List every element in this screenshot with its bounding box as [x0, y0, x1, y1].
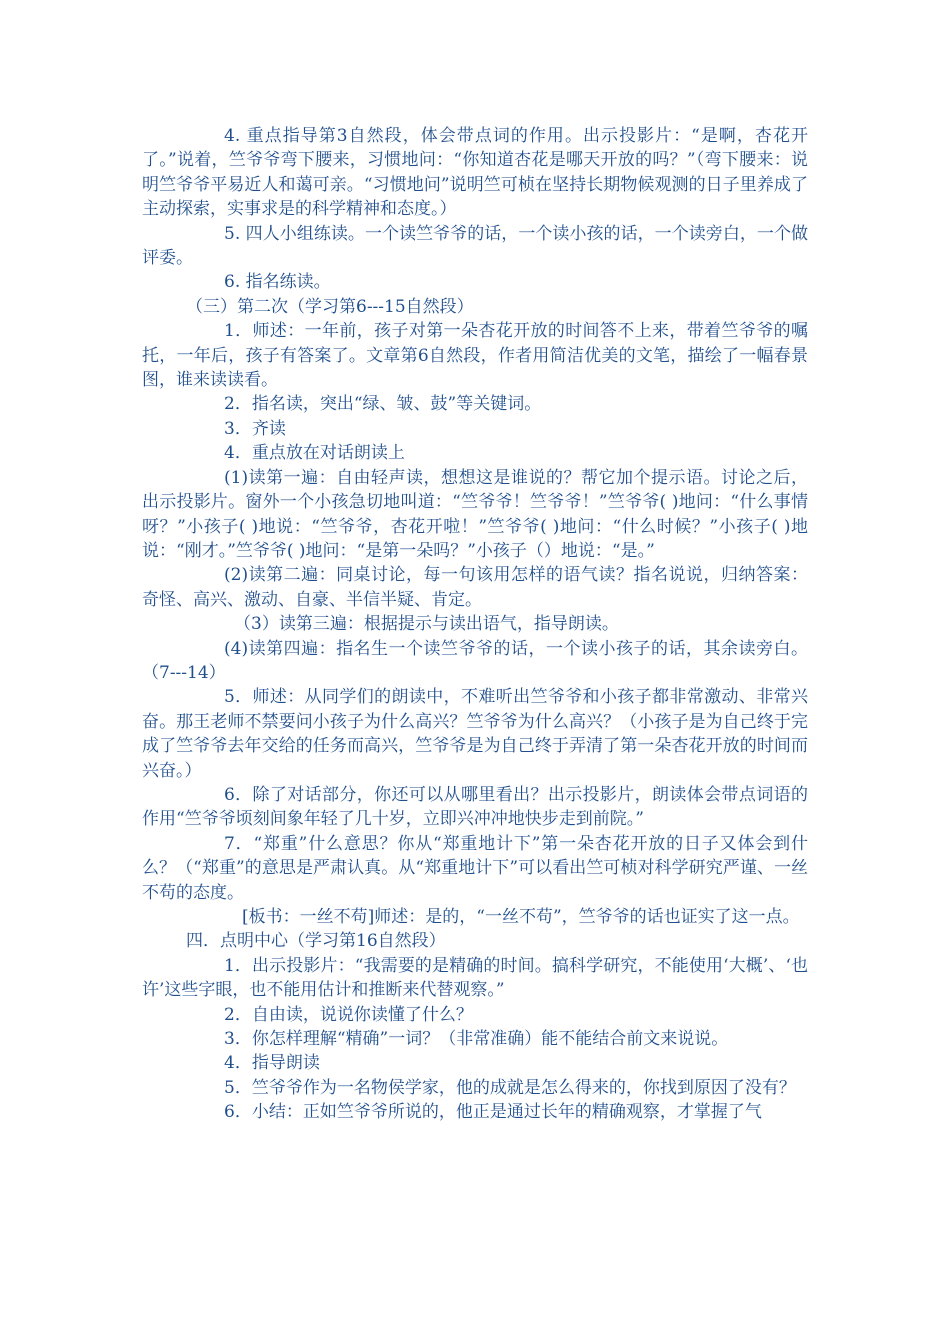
paragraph: 7．“郑重”什么意思？你从“郑重地计下”第一朵杏花开放的日子又体会到什么？（“郑重”的意思是严肃认真。从“郑重地计下”可以看出竺可桢对科学研究严谨、一丝不苟的态度。: [142, 833, 808, 903]
paragraph: 4．重点放在对话朗读上: [224, 443, 405, 464]
paragraph: 2．指名读，突出“绿、皱、鼓”等关键词。: [224, 394, 542, 415]
section-heading: 四．点明中心（学习第16自然段）: [186, 931, 446, 952]
paragraph: 2．自由读，说说你读懂了什么？: [224, 1004, 473, 1025]
paragraph: （3）读第三遍：根据提示与读出语气，指导朗读。: [234, 614, 619, 635]
paragraph: 6．除了对话部分，你还可以从哪里看出？出示投影片，朗读体会带点词语的作用“竺爷爷顷刻间象年轻了几十岁，立即兴冲冲地快步走到前院。”: [142, 784, 808, 830]
paragraph: (4)读第四遍：指名生一个读竺爷爷的话，一个读小孩子的话，其余读旁白。（7---14）: [142, 638, 808, 683]
paragraph: (1)读第一遍：自由轻声读，想想这是谁说的？帮它加个提示语。讨论之后，出示投影片。窗外一个小孩急切地叫道：“竺爷爷！竺爷爷！”竺爷爷( )地问：“什么事情呀？”小孩子( )地说：“竺爷爷，杏花开啦！”竺爷爷( )地问：“什么时候？”小孩子( )地说：“刚才。”竺爷爷( )地问：“是第一朵吗？”小孩子（）地说：“是。”: [142, 467, 808, 561]
paragraph: 5．师述：从同学们的朗读中，不难听出竺爷爷和小孩子都非常激动、非常兴奋。那王老师不禁要问小孩子为什么高兴？竺爷爷为什么高兴？（小孩子是为自己终于完成了竺爷爷去年交给的任务而高兴，竺爷爷是为自己终于弄清了第一朵杏花开放的时间而兴奋。）: [142, 687, 808, 781]
paragraph: 3．齐读: [224, 418, 286, 439]
paragraph: 1．师述：一年前，孩子对第一朵杏花开放的时间答不上来，带着竺爷爷的嘱托，一年后，孩子有答案了。文章第6自然段，作者用简洁优美的文笔，描绘了一幅春景图，谁来读读看。: [142, 321, 808, 391]
paragraph: 5. 四人小组练读。一个读竺爷爷的话，一个读小孩的话，一个读旁白，一个做评委。: [142, 223, 808, 269]
paragraph: 6．小结：正如竺爷爷所说的，他正是通过长年的精确观察，才掌握了气: [224, 1102, 762, 1123]
paragraph: 5．竺爷爷作为一名物侯学家，他的成就是怎么得来的，你找到原因了没有？: [224, 1077, 796, 1098]
document-body: [142, 124, 808, 1125]
paragraph: 6. 指名练读。: [224, 272, 331, 293]
paragraph: (2)读第二遍：同桌讨论，每一句该用怎样的语气读？指名说说，归纳答案：奇怪、高兴、激动、自豪、半信半疑、肯定。: [142, 565, 808, 610]
paragraph: 4. 重点指导第3自然段，体会带点词的作用。出示投影片：“是啊，杏花开了。”说着，竺爷爷弯下腰来，习惯地问：“你知道杏花是哪天开放的吗？”（弯下腰来：说明竺爷爷平易近人和蔼可亲。“习惯地问”说明竺可桢在坚持长期物候观测的日子里养成了主动探索，实事求是的科学精神和态度。）: [142, 126, 808, 220]
paragraph: 1．出示投影片：“我需要的是精确的时间。搞科学研究，不能使用‘大概’、‘也许’这些字眼，也不能用估计和推断来代替观察。”: [142, 955, 808, 1001]
section-heading: （三）第二次（学习第6---15自然段）: [186, 296, 474, 317]
paragraph: [板书：一丝不苟]师述：是的，“一丝不苟”，竺爷爷的话也证实了这一点。: [242, 907, 800, 927]
paragraph: 3．你怎样理解“精确”一词？（非常准确）能不能结合前文来说说。: [224, 1029, 729, 1050]
paragraph: 4．指导朗读: [224, 1053, 320, 1074]
